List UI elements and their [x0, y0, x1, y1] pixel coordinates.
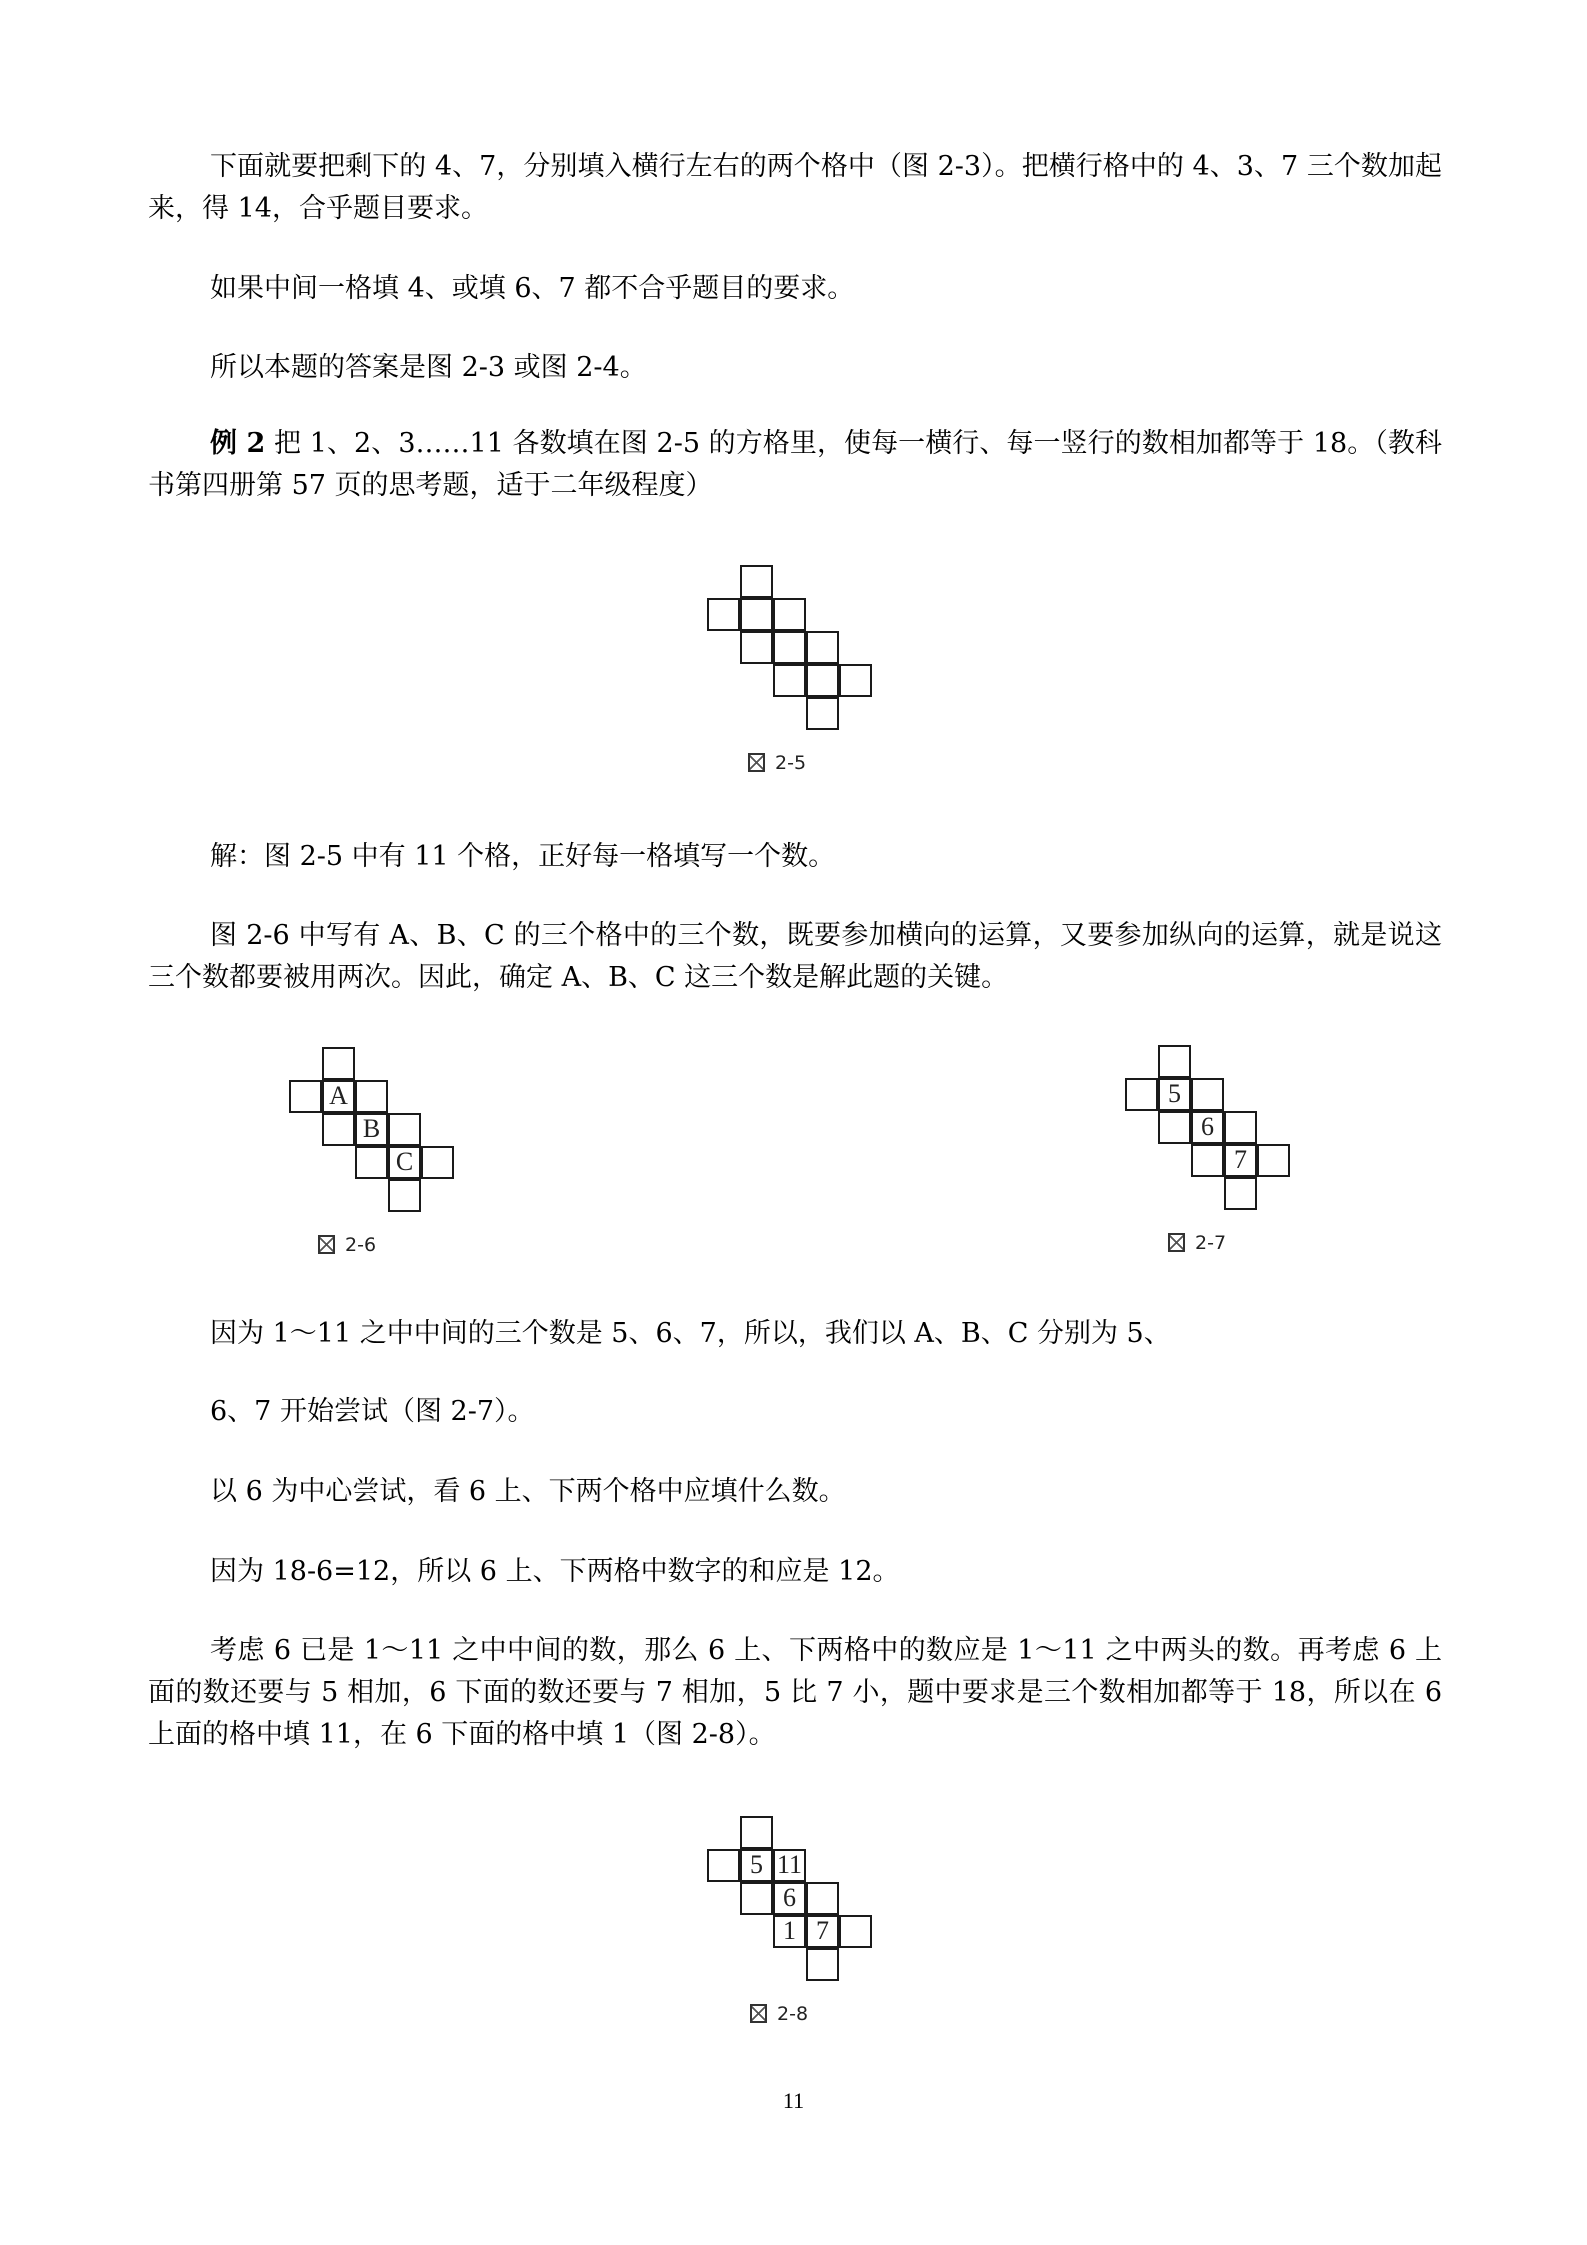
- caption-number: 2-6: [345, 1234, 377, 1256]
- grid-cell: 6: [1191, 1111, 1224, 1144]
- figure-label-icon: [750, 2004, 767, 2023]
- grid-cell: [740, 631, 773, 664]
- grid-cell: [740, 1882, 773, 1915]
- grid-cell: [1257, 1144, 1290, 1177]
- grid-cell: [388, 1113, 421, 1146]
- figure-label-icon: [1168, 1233, 1185, 1252]
- paragraph-abc-key: 图 2-6 中写有 A、B、C 的三个格中的三个数，既要参加横向的运算，又要参加纵向的运算，就是说这三个数都要被用两次。因此，确定 A、B、C 这三个数是解此题的关键。: [148, 920, 1442, 993]
- figure-caption: [1168, 1232, 1226, 1254]
- grid-cell-c: C: [388, 1146, 421, 1179]
- grid-cell: [388, 1179, 421, 1212]
- paragraph-fill-eleven-one: 考虑 6 已是 1～11 之中中间的数，那么 6 上、下两格中的数应是 1～11 之中两头的数。再考虑 6 上面的数还要与 5 相加，6 下面的数还要与 7 相加，5 比 7 小，题中要求是三个数相加都等于 18，所以在 6 上面的格中填 11，在 6 下面的格中填 1（图 2-8）。: [148, 1635, 1442, 1750]
- grid-cell: 1: [773, 1915, 806, 1948]
- grid-cell: [355, 1080, 388, 1113]
- page-number: 11: [782, 2088, 805, 2113]
- figure-caption: [750, 2003, 808, 2025]
- grid-cell: [1224, 1111, 1257, 1144]
- grid-cell: [806, 697, 839, 730]
- caption-number: 2-7: [1195, 1232, 1227, 1254]
- paragraph-start-trial: 6、7 开始尝试（图 2-7）。: [210, 1396, 535, 1427]
- grid-cell: [322, 1047, 355, 1080]
- grid-cell: [289, 1080, 322, 1113]
- grid-cell: 7: [806, 1915, 839, 1948]
- grid-cell: [355, 1146, 388, 1179]
- grid-cell: [322, 1113, 355, 1146]
- example-label: 例 2: [210, 428, 266, 459]
- paragraph-example-2: [148, 423, 1442, 507]
- paragraph-solution-intro: 解：图 2-5 中有 11 个格，正好每一格填写一个数。: [210, 841, 836, 872]
- grid-cell: [839, 1915, 872, 1948]
- grid-cell: [806, 664, 839, 697]
- figure-label-icon: [748, 753, 765, 772]
- grid-cell: [806, 1948, 839, 1981]
- grid-cell: 5: [1158, 1078, 1191, 1111]
- grid-cell: [1158, 1045, 1191, 1078]
- grid-cell: [773, 664, 806, 697]
- figure-label-icon: [318, 1235, 335, 1254]
- grid-cell: [1224, 1177, 1257, 1210]
- grid-cell: [1158, 1111, 1191, 1144]
- grid-cell: 11: [773, 1849, 806, 1882]
- paragraph-answer-fig-2-3-2-4: 所以本题的答案是图 2-3 或图 2-4。: [210, 352, 647, 383]
- grid-cell: [740, 565, 773, 598]
- grid-cell: 7: [1224, 1144, 1257, 1177]
- paragraph-center-six: 以 6 为中心尝试，看 6 上、下两个格中应填什么数。: [210, 1476, 846, 1507]
- grid-cell: [1125, 1078, 1158, 1111]
- grid-cell: [806, 1882, 839, 1915]
- grid-cell: [806, 631, 839, 664]
- figure-caption: [748, 752, 806, 774]
- paragraph-sum-twelve: 因为 18-6=12，所以 6 上、下两格中数字的和应是 12。: [210, 1556, 900, 1587]
- grid-cell: 6: [773, 1882, 806, 1915]
- grid-cell: [1191, 1078, 1224, 1111]
- grid-cell: [707, 598, 740, 631]
- paragraph-fill-remaining: 下面就要把剩下的 4、7，分别填入横行左右的两个格中（图 2-3）。把横行格中的 4、3、7 三个数加起来，得 14，合乎题目要求。: [148, 151, 1442, 224]
- grid-cell: [1191, 1144, 1224, 1177]
- grid-cell: [773, 598, 806, 631]
- grid-cell: [740, 1816, 773, 1849]
- grid-cell-b: B: [355, 1113, 388, 1146]
- grid-cell: [421, 1146, 454, 1179]
- grid-cell: [707, 1849, 740, 1882]
- grid-cell: [839, 664, 872, 697]
- figure-caption: [318, 1234, 376, 1256]
- grid-cell: [773, 631, 806, 664]
- grid-cell-a: A: [322, 1080, 355, 1113]
- example-2-text: 把 1、2、3……11 各数填在图 2-5 的方格里，使每一横行、每一竖行的数相加都等于 18。（教科书第四册第 57 页的思考题，适于二年级程度）: [148, 428, 1442, 501]
- grid-cell: 5: [740, 1849, 773, 1882]
- caption-number: 2-5: [775, 752, 807, 774]
- caption-number: 2-8: [777, 2003, 809, 2025]
- paragraph-middle-cell-note: 如果中间一格填 4、或填 6、7 都不合乎题目的要求。: [210, 273, 855, 304]
- paragraph-middle-numbers: 因为 1～11 之中中间的三个数是 5、6、7，所以，我们以 A、B、C 分别为 5、: [210, 1318, 1171, 1349]
- grid-cell: [740, 598, 773, 631]
